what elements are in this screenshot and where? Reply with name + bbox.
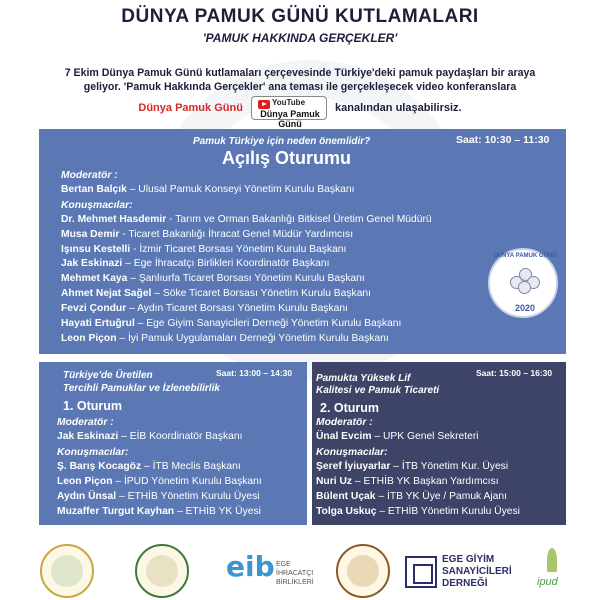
list-item — [61, 288, 371, 299]
youtube-channel-name: Dünya Pamuk Günü — [260, 109, 320, 129]
national-cotton-council-logo — [40, 544, 94, 598]
ege-giyim-text — [442, 554, 512, 590]
session-1-title: 1. Oturum — [63, 399, 123, 413]
eib-line: İHRACATÇI — [276, 570, 314, 577]
person-role: - Tarım ve Orman Bakanlığı Bitkisel Üretim Genel Müdürü — [166, 214, 432, 225]
youtube-row — [0, 96, 600, 129]
session-1-topic-line-1: Türkiye'de Üretilen — [63, 370, 153, 381]
person-name: Fevzi Çondur — [61, 303, 127, 314]
header — [0, 6, 600, 45]
person-role: – Aydın Ticaret Borsası Yönetim Kurulu Başkanı — [126, 303, 348, 314]
opening-title: Açılış Oturumu — [222, 148, 352, 168]
list-item — [57, 476, 262, 487]
person-role: – İTB YK Üye / Pamuk Ajanı — [375, 491, 507, 502]
person-role: – ETHİB Yönetim Kurulu Üyesi — [376, 506, 520, 517]
person-name: Bülent Uçak — [316, 491, 376, 502]
youtube-word: YouTube — [271, 98, 306, 107]
list-item — [61, 303, 348, 314]
intro-text — [40, 66, 560, 94]
person-name: Ünal Evcim — [316, 431, 372, 442]
session-2-topic-line-2: Kalitesi ve Pamuk Ticareti — [316, 385, 440, 396]
person-role: – İTB Meclis Başkanı — [141, 461, 241, 472]
person-role: – ETHİB YK Üyesi — [174, 506, 261, 517]
person-name: Jak Eskinazi — [57, 431, 119, 442]
eib-line: EGE — [276, 561, 291, 568]
opening-speakers-label: Konuşmacılar: — [61, 200, 133, 211]
person-name: Dr. Mehmet Hasdemir — [61, 214, 167, 225]
list-item — [316, 491, 507, 502]
list-item — [61, 244, 346, 255]
list-item — [316, 506, 520, 517]
session-2-moderator-label: Moderatör : — [316, 417, 373, 428]
session-1-moderator — [57, 431, 242, 442]
opening-topic: Pamuk Türkiye için neden önemlidir? — [193, 136, 371, 147]
person-role: – İTB Yönetim Kur. Üyesi — [390, 461, 509, 472]
ege-giyim-line: DERNEĞİ — [442, 578, 488, 589]
person-name: Ş. Barış Kocagöz — [57, 461, 142, 472]
list-item — [57, 506, 261, 517]
person-role: – ETHİB YK Başkan Yardımcısı — [352, 476, 499, 487]
list-item — [57, 491, 260, 502]
person-role: – İPUD Yönetim Kurulu Başkanı — [112, 476, 262, 487]
ege-giyim-line: SANAYİCİLERİ — [442, 566, 512, 577]
session-1-topic-line-2: Tercihli Pamuklar ve İzlenebilirlik — [63, 383, 220, 394]
opening-time: Saat: 10:30 – 11:30 — [456, 134, 550, 146]
eib-logo — [226, 548, 326, 596]
cotton-boll-icon — [510, 268, 540, 296]
opening-moderator — [61, 184, 354, 195]
person-name: Musa Demir — [61, 229, 120, 240]
person-role: - Ticaret Bakanlığı İhracat Genel Müdür Yardımcısı — [119, 229, 354, 240]
eib-line: BİRLİKLERİ — [276, 579, 314, 586]
person-role: – ETHİB Yönetim Kurulu Üyesi — [116, 491, 260, 502]
plant-icon — [547, 548, 557, 572]
emblem-year: 2020 — [514, 303, 536, 313]
page-subtitle: 'PAMUK HAKKINDA GERÇEKLER' — [202, 31, 398, 45]
list-item — [61, 318, 401, 329]
person-name: Muzaffer Turgut Kayhan — [57, 506, 175, 517]
person-role: – UPK Genel Sekreteri — [371, 431, 479, 442]
list-item — [61, 333, 389, 344]
person-role: – İyi Pamuk Uygulamaları Derneği Yönetim Kurulu Başkanı — [116, 333, 389, 344]
ege-giyim-logo — [405, 552, 525, 594]
youtube-play-icon — [258, 100, 270, 109]
person-name: Mehmet Kaya — [61, 273, 128, 284]
ege-giyim-mark — [405, 556, 437, 588]
list-item — [61, 258, 329, 269]
person-name: Bertan Balçık — [61, 184, 127, 195]
person-name: Ahmet Nejat Sağel — [61, 288, 152, 299]
person-role: – EİB Koordinatör Başkanı — [118, 431, 243, 442]
session-2-title: 2. Oturum — [320, 401, 380, 415]
world-cotton-day-emblem — [488, 248, 558, 318]
eib-text — [276, 560, 314, 587]
list-item — [316, 461, 508, 472]
session-2-moderator — [316, 431, 479, 442]
youtube-channel-link[interactable] — [251, 96, 327, 129]
page-title: DÜNYA PAMUK GÜNÜ KUTLAMALARI — [121, 6, 479, 27]
session-1-moderator-label: Moderatör : — [57, 417, 114, 428]
youtube-suffix: kanalından ulaşabilirsiz. — [335, 102, 462, 114]
list-item — [61, 229, 353, 240]
intro-line-2: geliyor. 'Pamuk Hakkında Gerçekler' ana teması ile gerçekleşecek video konferanslara — [83, 81, 517, 93]
session-1-speakers-label: Konuşmacılar: — [57, 447, 129, 458]
izmir-commodity-exchange-logo — [135, 544, 189, 598]
ipud-text: ipud — [537, 576, 558, 588]
person-name: Hayati Ertuğrul — [61, 318, 135, 329]
person-role: – Ege Giyim Sanayicileri Derneği Yönetim Kurulu Başkanı — [134, 318, 402, 329]
session-2-topic-line-1: Pamukta Yüksek Lif — [316, 373, 411, 384]
youtube-prefix: Dünya Pamuk Günü — [138, 102, 243, 114]
list-item — [61, 214, 432, 225]
person-role: – Ulusal Pamuk Konseyi Yönetim Kurulu Başkanı — [126, 184, 355, 195]
eib-mark: eib — [226, 550, 275, 583]
list-item — [57, 461, 241, 472]
ipud-logo — [535, 546, 571, 596]
intro-line-1: 7 Ekim Dünya Pamuk Günü kutlamaları çerçevesinde Türkiye'deki pamuk paydaşları bir araya — [64, 67, 536, 79]
person-role: – Ege İhracatçı Birlikleri Koordinatör Başkanı — [122, 258, 330, 269]
person-name: Şeref İyiuyarlar — [316, 461, 391, 472]
person-name: Işınsu Kestelli — [61, 244, 131, 255]
person-role: - İzmir Ticaret Borsası Yönetim Kurulu Başkanı — [130, 244, 347, 255]
person-name: Leon Piçon — [57, 476, 113, 487]
session-1-time: Saat: 13:00 – 14:30 — [216, 368, 293, 378]
session-2-speakers-label: Konuşmacılar: — [316, 447, 388, 458]
commodity-exchange-seal-logo — [336, 544, 390, 598]
person-name: Nuri Uz — [316, 476, 353, 487]
list-item — [316, 476, 499, 487]
ege-giyim-line: EGE GİYİM — [442, 554, 495, 565]
person-name: Jak Eskinazi — [61, 258, 123, 269]
person-name: Leon Piçon — [61, 333, 117, 344]
emblem-title: DÜNYA PAMUK GÜNÜ — [493, 253, 557, 259]
person-name: Aydın Ünsal — [57, 491, 117, 502]
person-role: – Şanlıurfa Ticaret Borsası Yönetim Kurulu Başkanı — [127, 273, 365, 284]
opening-moderator-label: Moderatör : — [61, 170, 118, 181]
person-name: Tolga Uskuç — [316, 506, 377, 517]
session-2-time: Saat: 15:00 – 16:30 — [476, 368, 553, 378]
person-role: – Söke Ticaret Borsası Yönetim Kurulu Başkanı — [151, 288, 372, 299]
list-item — [61, 273, 365, 284]
partner-logos — [0, 542, 600, 600]
